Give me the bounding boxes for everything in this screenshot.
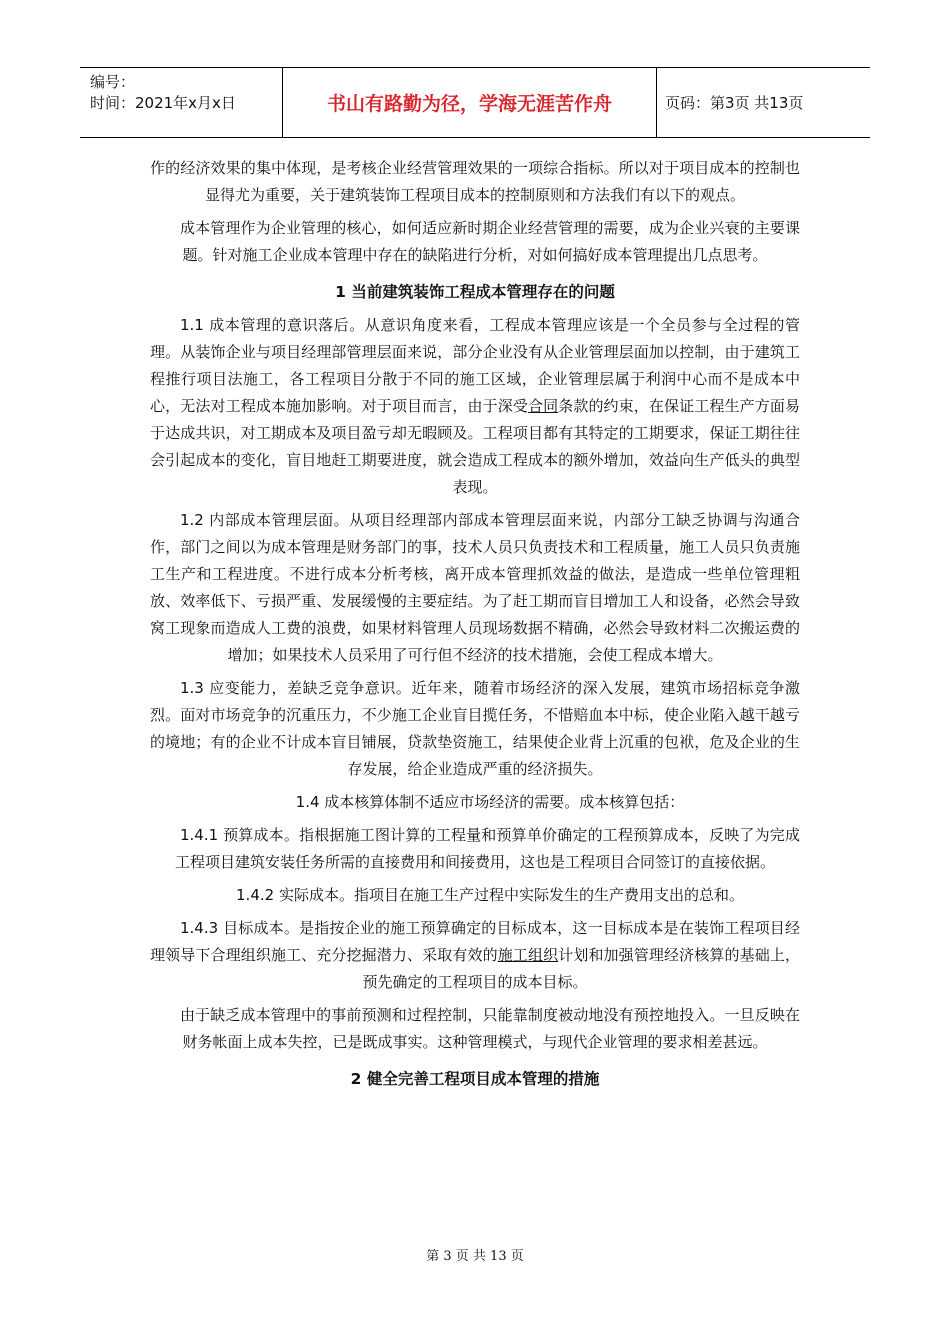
construction-organization-link[interactable]: 施工组织 [497, 946, 559, 964]
code-label: 编号： [90, 73, 136, 91]
paragraph-number: 1.4.3 [180, 919, 219, 937]
header-left-cell [80, 68, 283, 137]
page-header [80, 67, 870, 138]
document-body [150, 155, 800, 1099]
paragraph-number: 1.4.2 [236, 886, 275, 904]
contract-link[interactable]: 合同 [527, 397, 559, 415]
paragraph-1-4-1 [150, 822, 800, 876]
paragraph-1-2 [150, 507, 800, 669]
paragraph-text: 内部成本管理层面。从项目经理部内部成本管理层面来说，内部分工缺乏协调与沟通合作，部门之间以为成本管理是财务部门的事，技术人员只负责技术和工程质量，施工人员只负责施工生产和工程进度。不进行成本分析考核，离开成本管理抓效益的做法，是造成一些单位管理粗放、效率低下、亏损严重、发展缓慢的主要症结。为了赶工期而盲目增加工人和设备，必然会导致窝工现象而造成人工费的浪费，如果材料管理人员现场数据不精确，必然会导致材料二次搬运费的增加；如果技术人员采用了可行但不经济的技术措施，会使工程成本增大。 [150, 511, 800, 664]
date-label: 时间：2021年x月x日 [90, 94, 236, 112]
section-heading-1: 1 当前建筑装饰工程成本管理存在的问题 [335, 283, 615, 301]
paragraph-text: 成本管理的意识落后。从意识角度来看，工程成本管理应该是一个全员参与全过程的管理。从装饰企业与项目经理部管理层面来说，部分企业没有从企业管理层面加以控制，由于建筑工程推行项目法施工，各工程项目分散于不同的施工区域，企业管理层属于利润中心而不是成本中心，无法对工程成本施加影响。对于项目而言，由于深受 [150, 316, 800, 415]
paragraph-number: 1.4.1 [180, 826, 219, 844]
paragraph-1-1 [150, 312, 800, 501]
paragraph-number: 1.2 [180, 511, 204, 529]
header-motto: 书山有路勤为径，学海无涯苦作舟 [283, 68, 657, 137]
paragraph-2: 成本管理作为企业管理的核心，如何适应新时期企业经营管理的需要，成为企业兴衰的主要课题。针对施工企业成本管理中存在的缺陷进行分析，对如何搞好成本管理提出几点思考。 [180, 219, 800, 264]
page-footer: 第 3 页 共 13 页 [426, 1249, 524, 1264]
paragraph-number: 1.4 [295, 793, 320, 811]
paragraph-1-4-2 [150, 882, 800, 909]
header-page-label: 页码：第3页 共13页 [665, 94, 804, 112]
paragraph-text: 预算成本。指根据施工图计算的工程量和预算单价确定的工程预算成本，反映了为完成工程项目建筑安装任务所需的直接费用和间接费用，这也是工程项目合同签订的直接依据。 [174, 826, 800, 871]
paragraph-1: 作的经济效果的集中体现，是考核企业经营管理效果的一项综合指标。所以对于项目成本的控制也显得尤为重要，关于建筑装饰工程项目成本的控制原则和方法我们有以下的观点。 [150, 159, 800, 204]
paragraph-text: 目标成本。是指按企业的施工预算确定的目标成本，这一目标成本是在装饰工程项目经理领导下合理组织施工、充分挖掘潜力、采取有效的 [150, 919, 800, 964]
paragraph-1-4 [150, 789, 800, 816]
paragraph-number: 1.1 [180, 316, 204, 334]
paragraph-1-4-3 [150, 915, 800, 996]
paragraph-text: 计划和加强管理经济核算的基础上，预先确定的工程项目的成本目标。 [362, 946, 800, 991]
paragraph-text: 成本核算体制不适应市场经济的需要。成本核算包括： [319, 793, 685, 811]
paragraph-summary: 由于缺乏成本管理中的事前预测和过程控制，只能靠制度被动地没有预控地投入。一旦反映在财务帐面上成本失控，已是既成事实。这种管理模式，与现代企业管理的要求相差甚远。 [180, 1006, 800, 1051]
paragraph-text: 应变能力，差缺乏竞争意识。近年来，随着市场经济的深入发展，建筑市场招标竞争激烈。面对市场竞争的沉重压力，不少施工企业盲目揽任务，不惜赔血本中标，使企业陷入越干越亏的境地；有的企业不计成本盲目铺展，贷款垫资施工，结果使企业背上沉重的包袱，危及企业的生存发展，给企业造成严重的经济损失。 [150, 679, 800, 778]
paragraph-text: 实际成本。指项目在施工生产过程中实际发生的生产费用支出的总和。 [274, 886, 744, 904]
paragraph-text: 条款的约束，在保证工程生产方面易于达成共识，对工期成本及项目盈亏却无暇顾及。工程项目都有其特定的工期要求，保证工期往往会引起成本的变化，盲目地赶工期要进度，就会造成工程成本的额外增加，效益向生产低头的典型表现。 [150, 397, 800, 496]
section-heading-2: 2 健全完善工程项目成本管理的措施 [350, 1070, 600, 1088]
paragraph-1-3 [150, 675, 800, 783]
paragraph-number: 1.3 [180, 679, 204, 697]
